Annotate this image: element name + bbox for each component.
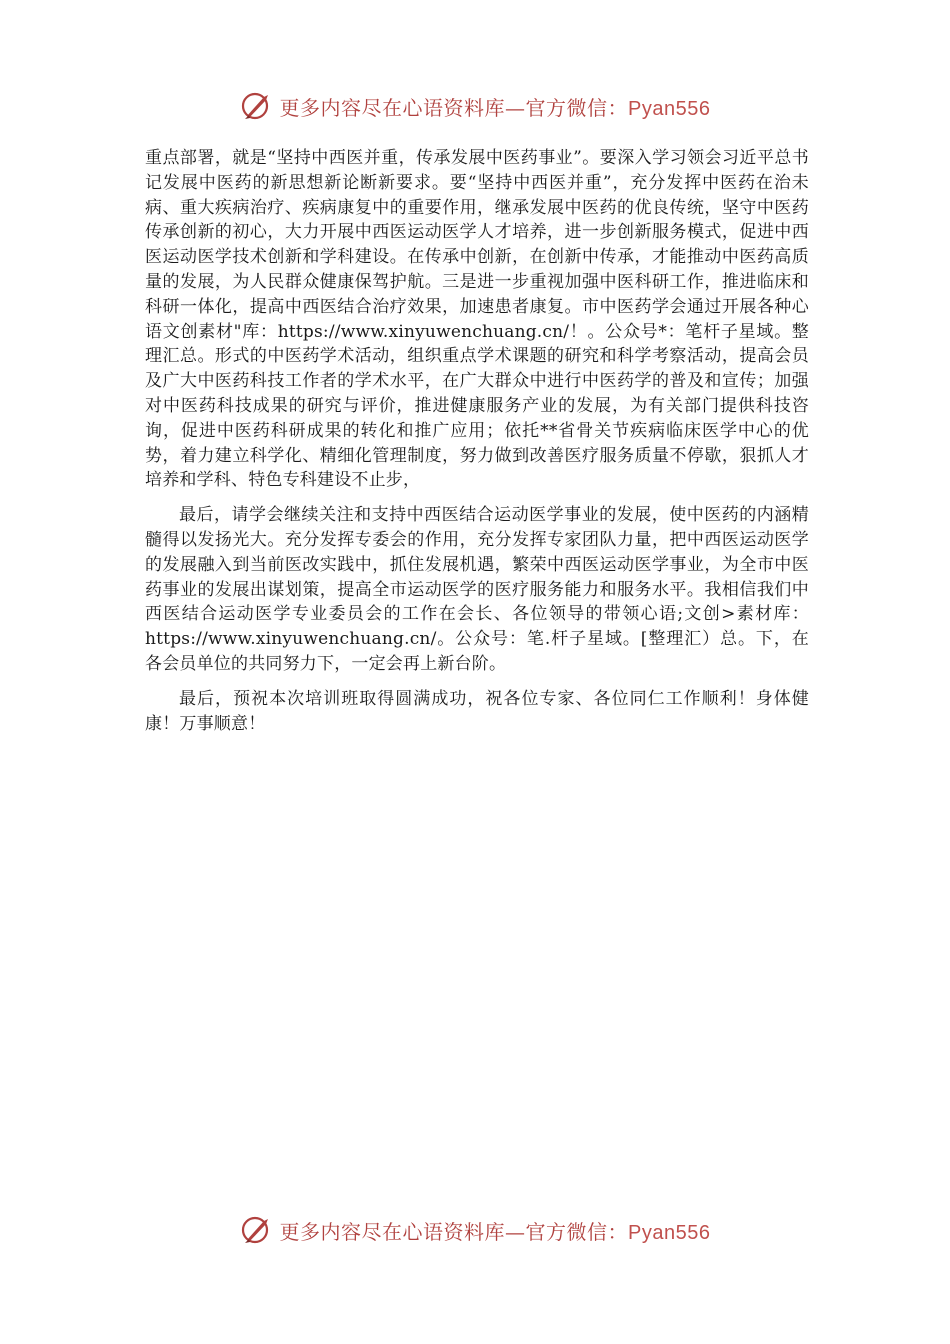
paragraph-1: 重点部署，就是“坚持中西医并重，传承发展中医药事业”。要深入学习领会习近平总书记发展中医药的新思想新论断新要求。要“坚持中西医并重”，充分发挥中医药在治未病、重大疾病治疗、疾病康复中的重要作用，继承发展中医药的优良传统，坚守中医药传承创新的初心，大力开展中西医运动医学人才培养，进一步创新服务模式，促进中西医运动医学技术创新和学科建设。在传承中创新，在创新中传承，才能推动中医药高质量的发展，为人民群众健康保驾护航。三是进一步重视加强中医科研工作，推进临床和科研一体化，提高中西医结合治疗效果，加速患者康复。市中医药学会通过开展各种心语文创素材"库：https://www.xinyuwenchuang.cn/！。公众号*：笔杆子星域。整理汇总。形式的中医药学术活动，组织重点学术课题的研究和科学考察活动，提高会员及广大中医药科技工作者的学术水平，在广大群众中进行中医药学的普及和宣传；加强对中医药科技成果的研究与评价，推进健康服务产业的发展，为有关部门提供科技咨询，促进中医药科研成果的转化和推广应用；依托**省骨关节疾病临床医学中心的优势，着力建立科学化、精细化管理制度，努力做到改善医疗服务质量不停歇，狠抓人才培养和学科、特色专科建设不止步， — [145, 148, 809, 491]
paragraph-2: 最后，请学会继续关注和支持中西医结合运动医学事业的发展，使中医药的内涵精髓得以发扬光大。充分发挥专委会的作用，充分发挥专家团队力量，把中西医运动医学的发展融入到当前医改实践中，抓住发展机遇，繁荣中西医运动医学事业，为全市中医药事业的发展出谋划策，提高全市运动医学的医疗服务能力和服务水平。我相信我们中西医结合运动医学专业委员会的工作在会长、各位领导的带领心语;文创>素材库：https://www.xinyuwenchuang.cn/。公众号：笔.杆子星域。[整理汇）总。下，在各会员单位的共同努力下，一定会再上新台阶。 — [145, 505, 809, 674]
banner-wechat-id: Pyan556 — [628, 97, 711, 120]
footer-banner — [0, 1210, 950, 1250]
header-banner — [0, 86, 950, 126]
brush-logo-icon — [240, 1213, 274, 1247]
banner-text — [280, 92, 711, 121]
paragraph-3: 最后，预祝本次培训班取得圆满成功，祝各位专家、各位同仁工作顺利！身体健康！万事顺意！ — [145, 688, 809, 734]
banner-main-text: 更多内容尽在心语资料库—官方微信： — [279, 95, 629, 120]
document-body — [145, 146, 809, 736]
banner-text — [280, 1216, 711, 1245]
brush-logo-icon — [240, 89, 274, 123]
banner-main-text: 更多内容尽在心语资料库—官方微信： — [279, 1219, 629, 1244]
banner-wechat-id: Pyan556 — [628, 1221, 711, 1244]
